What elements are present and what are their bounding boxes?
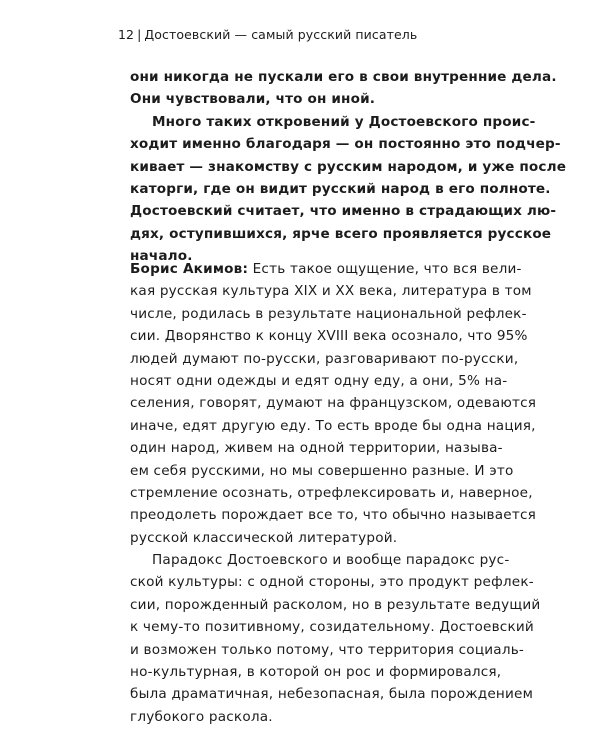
text-line: числе, родилась в результате национальной рефлек- <box>130 305 527 322</box>
text-line: преодолеть порождает все то, что обычно называется <box>130 507 537 524</box>
text-line: русской классической литературой. <box>130 529 398 546</box>
text-line: один народ, живем на одной территории, называ- <box>130 440 503 457</box>
text-line: и возможен только потому, что территория социаль- <box>130 641 525 658</box>
text-line <box>130 258 522 280</box>
text-line: дях, оступившихся, ярче всего проявляется русское <box>130 225 552 242</box>
text-line: ем себя русскими, но мы совершенно разные. И это <box>130 462 514 479</box>
text-line: была драматичная, небезопасная, была порождением <box>130 686 534 703</box>
text-line: Парадокс Достоевского и вообще парадокс рус- <box>152 552 510 569</box>
speaker-name: Борис Акимов: <box>130 261 249 277</box>
text-line: сии, порожденный расколом, но в результате ведущий <box>130 596 541 613</box>
running-header <box>118 27 417 42</box>
quoted-passage <box>130 66 567 268</box>
text-line: они никогда не пускали его в свои внутренние дела. <box>130 69 557 85</box>
text-line: к чему-то позитивному, созидательному. Достоевский <box>130 619 534 636</box>
text-line: Много таких откровений у Достоевского проис- <box>152 113 536 130</box>
text-line: глубокого раскола. <box>130 708 273 725</box>
text-line: носят одни одежды и едят одну еду, а они, 5% на- <box>130 372 508 389</box>
text-line: каторги, где он видит русский народ в его полноте. <box>130 180 551 197</box>
running-title: Достоевский — самый русский писатель <box>144 27 418 42</box>
text-line: но-культурная, в которой он рос и формировался, <box>130 664 502 681</box>
text-line: стремление осознать, отрефлексировать и, наверное, <box>130 484 533 501</box>
interview-passage <box>130 258 541 728</box>
text-line: ходит именно благодаря — он постоянно это подчер- <box>130 136 561 153</box>
text-line: людей думают по-русски, разговаривают по-русски, <box>130 350 519 367</box>
text-line: кая русская культура XIX и XX века, литература в том <box>130 283 532 300</box>
text-line: кивает — знакомству с русским народом, и уже после <box>130 158 567 175</box>
header-separator: | <box>137 27 142 42</box>
page-number: 12 <box>118 27 135 42</box>
text-line: Достоевский считает, что именно в страдающих лю- <box>130 203 557 220</box>
text-line: селения, говорят, думают на французском, одеваются <box>130 395 537 412</box>
text-line: иначе, едят другую еду. То есть вроде бы одна нация, <box>130 417 536 434</box>
text-line: ской культуры: с одной стороны, это продукт рефлек- <box>130 574 534 591</box>
text-line: начало. <box>130 248 193 265</box>
text-line: сии. Дворянство к концу XVIII века осознало, что 95% <box>130 328 528 345</box>
text-line-rest: Есть такое ощущение, что вся вели- <box>248 261 522 277</box>
text-line: Они чувствовали, что он иной. <box>130 91 376 108</box>
